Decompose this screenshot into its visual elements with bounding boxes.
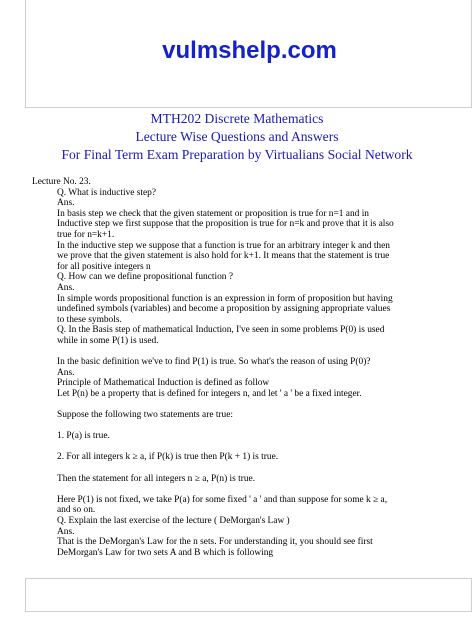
body-line: Then the statement for all integers n ≥ a, P(n) is true. xyxy=(57,473,256,484)
body-line: Ans. xyxy=(57,282,75,293)
body-line: In the basic definition we've to find P(1) is true. So what's the reason of using P(0)? xyxy=(57,357,371,368)
body-line xyxy=(57,399,435,410)
body-line: undefined symbols (variables) and become a proposition by assigning appropriate values xyxy=(57,304,391,315)
body-line: Ans. xyxy=(57,367,75,378)
body-line: we prove that the given statement is also hold for k+1. It means that the statement is true xyxy=(57,251,390,262)
body-line: to these symbols. xyxy=(57,314,122,325)
body-line: In basis step we check that the given statement or proposition is true for n=1 and in xyxy=(57,208,369,219)
body-line: Here P(1) is not fixed, we take P(a) for some fixed ' a ' and than suppose for some k ≥ a, xyxy=(57,494,388,505)
site-name: vulmshelp.com xyxy=(162,37,337,64)
body-line xyxy=(57,442,435,453)
body-line: while in some P(1) is used. xyxy=(57,335,159,346)
body-line xyxy=(57,347,435,358)
body-lines xyxy=(57,188,435,559)
body-line: Ans. xyxy=(57,526,75,537)
document-body xyxy=(32,177,435,558)
body-line: and so on. xyxy=(57,505,96,516)
body-line: for all positive integers n xyxy=(57,261,151,272)
body-line: Suppose the following two statements are true: xyxy=(57,410,234,421)
body-line: Principle of Mathematical Induction is defined as follow xyxy=(57,378,270,389)
body-line: Ans. xyxy=(57,198,75,209)
body-line: 1. P(a) is true. xyxy=(57,431,110,442)
body-line: Q. What is inductive step? xyxy=(57,187,157,198)
document-purpose: For Final Term Exam Preparation by Virtualians Social Network xyxy=(61,147,413,162)
lecture-number: Lecture No. 23. xyxy=(32,177,91,187)
footer-box xyxy=(25,578,472,612)
body-line xyxy=(57,484,435,495)
body-line: That is the DeMorgan's Law for the n sets. For understanding it, you should see first xyxy=(57,537,373,548)
header-box xyxy=(25,0,472,108)
body-line xyxy=(57,463,435,474)
body-line: DeMorgan's Law for two sets A and B which is following xyxy=(57,547,274,558)
body-line: 2. For all integers k ≥ a, if P(k) is true then P(k + 1) is true. xyxy=(57,452,279,463)
body-line: Inductive step we first suppose that the proposition is true for n=k and prove that it is also xyxy=(57,219,394,230)
body-line xyxy=(57,421,435,432)
body-line: Q. In the Basis step of mathematical Induction, I've seen in some problems P(0) is used xyxy=(57,325,385,336)
body-line: In simple words propositional function is an expression in form of proposition but having xyxy=(57,293,393,304)
body-line: Q. Explain the last exercise of the lecture ( DeMorgan's Law ) xyxy=(57,516,290,526)
body-line: Let P(n) be a property that is defined for integers n, and let ' a ' be a fixed integer. xyxy=(57,388,362,399)
body-line: Q. How can we define propositional function ? xyxy=(57,272,233,283)
body-line: In the inductive step we suppose that a function is true for an arbitrary integer k and then xyxy=(57,240,390,251)
document-subtitle: Lecture Wise Questions and Answers xyxy=(135,129,339,144)
course-title: MTH202 Discrete Mathematics xyxy=(150,111,324,126)
document-titles xyxy=(0,110,474,164)
body-line: true for n=k+1. xyxy=(57,229,115,240)
